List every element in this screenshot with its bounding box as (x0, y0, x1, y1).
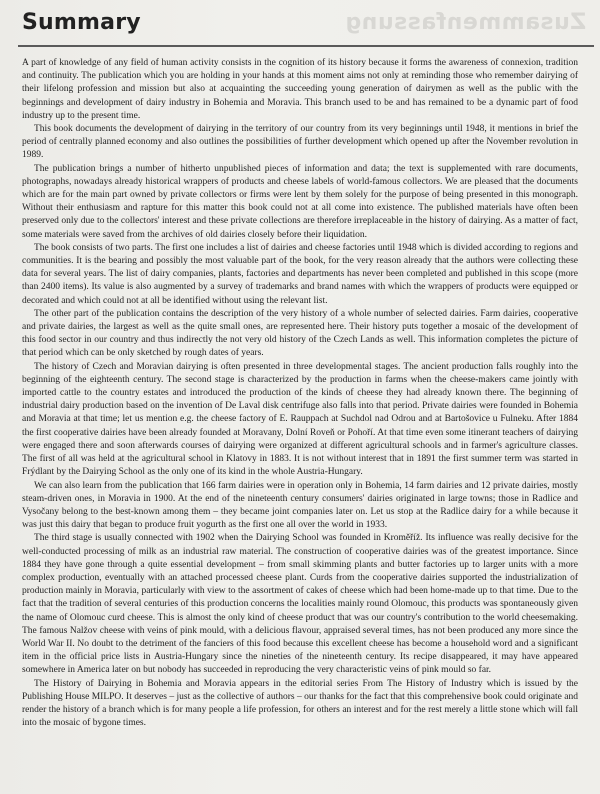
summary-body (22, 57, 578, 730)
paragraph-1: A part of knowledge of any field of human activity consists in the cognition of its history because it forms the awareness of connexion, tradition and continuity. The publication which you are holding in your hands at this moment aims not only at reminding those who remember dairying of their lifelong profession and mission but also at acquainting the succeeding young generation of dairymen as well as the public with the beginnings and development of dairy industry in Bohemia and Moravia. This branch used to be and has remained to be a dynamic part of food industry up to the present time. (22, 58, 578, 121)
paragraph-2: This book documents the development of dairying in the territory of our country from its very beginnings until 1948, it mentions in brief the period of centrally planned economy and also outlines the possibilities of further development which opened up after the November revolution in 1989. (22, 124, 578, 161)
page-title: Summary (22, 10, 141, 35)
paragraph-9: The History of Dairying in Bohemia and Moravia appears in the editorial series From The History of Industry which is issued by the Publishing House MILPO. It deserves – just as the collective of authors – our thanks for the fact that this comprehensive book could originate and render the history of a branch which is for many people a life profession, for others an interest and for the rest merely a little stone which will fall into the mosaic of bygone times. (22, 678, 578, 729)
paragraph-5: The other part of the publication contains the description of the very history of a whole number of selected dairies. Farm dairies, cooperative and private dairies, the largest as well as the quite small ones, are represented here. Their history puts together a mosaic of the development of this food sector in our country and thus indirectly the not very old history of the Czech Lands as well. This information completes the picture of that period which can be only sketched by rough dates of years. (22, 308, 578, 359)
paragraph-7: We can also learn from the publication that 166 farm dairies were in operation only in Bohemia, 14 farm dairies and 12 private dairies, mostly steam-driven ones, in Moravia in 1900. At the end of the nineteenth century consumers' dairies originated in large towns; those in Radlice and Vysočany belong to the best-known among them – they became joint companies later on. Let us stop at the Radlice dairy for a while because it was just this dairy that began to produce fruit yogurth as the first one all over the world in 1933. (22, 480, 578, 531)
title-divider (18, 45, 594, 47)
mirrored-bleedthrough-title: Zusammenfassung (344, 10, 586, 35)
paragraph-8: The third stage is usually connected with 1902 when the Dairying School was founded in Kroměříž. Its influence was really decisive for the well-conducted processing of milk as an industrial raw material. The construction of cooperative dairies was of the greatest importance. Since 1884 they have gone through a quite essential development – from small skimming plants and butter factories up to larger units with a more complex production, eventually with an attached processed cheese plant. Curds from the cooperative dairies supported the industrialization of production mainly in Moravia, particularly with view to the assortment of cakes of cheese which had been home-made up to that time. Due to the fact that the tradition of several centuries of this production concerns the localities mainly round Olomouc, this products was spontaneously given the name of Olomouc curd cheese. This is almost the only kind of cheese product that was our country's contribution to the world cheesemaking. The famous Nalžov cheese with veins of pink mould, with a delicious flavour, appraised several times, has not been produced any more since the World War II. No doubt to the detriment of the fanciers of this food because this excellent cheese has become a household word and a significant item in the official price lists in Austria-Hungary since the nineties of the nineteenth century. Its recipe disappeared, it may have appeared somewhere in America later on but nobody has succeeded in reproducing the very characteristic veins of pink mould so far. (22, 533, 578, 676)
paragraph-3: The publication brings a number of hitherto unpublished pieces of information and data; the text is supplemented with rare documents, photographs, nowadays already historical wrappers of products and cheese labels of world-famous collectors. We are pleased that the documents which are for the main part owned by private collectors or firms were lent by them solely for the purpose of being presented in this monograph. Without their enthusiasm and rapture for this matter this book could not at all come into existence. The published materials have often been preserved only due to the collectors' interest and these private collections are therefore irreplaceable in the history of dairying. As a matter of fact, some materials were saved from the archives of old dairies closely before their liquidation. (22, 163, 578, 240)
paragraph-6: The history of Czech and Moravian dairying is often presented in three developmental stages. The ancient production falls roughly into the beginning of the eighteenth century. The second stage is characterized by the production in farms when the cheese-makers came jointly with imported cattle to the country estates and introduced the production of the kinds of cheese they had already known there. The beginning of industrial dairy production based on the invention of De Laval disk centrifuge also falls into that period. Private dairies were founded in Bohemia and Moravia at that time; let us mention e.g. the cheese factory of E. Rauppach at Suchdol nad Odrou and at Bartošovice u Fulneku. After 1884 the first cooperative dairies have been already founded at Moravany, Dolní Roveň or Pohoří. At that time even some itinerant teachers of dairying were engaged there and soon afterwards courses of dairying were organized at different agricultural schools and in farmer's agriculture classes. The first of all was held at the agricultural school in Klatovy in 1883. It is not without interest that in 1891 the first summer term was started in Frýdlant by the Dairying School as the only one of its kind in the whole Austria-Hungary. (22, 361, 578, 478)
paragraph-4: The book consists of two parts. The first one includes a list of dairies and cheese factories until 1948 which is divided according to regions and communities. It is the bearing and possibly the most valuable part of the book, for the very reason already that the authors were collecting these data for several years. The list of dairy companies, plants, factories and departments has never been completed and published in this scope (more than 2400 items). Its value is also augmented by a survey of trademarks and brand names with which the wrappers of products were equipped or decorated and which could not at all be identified without using the relevant list. (22, 242, 578, 306)
